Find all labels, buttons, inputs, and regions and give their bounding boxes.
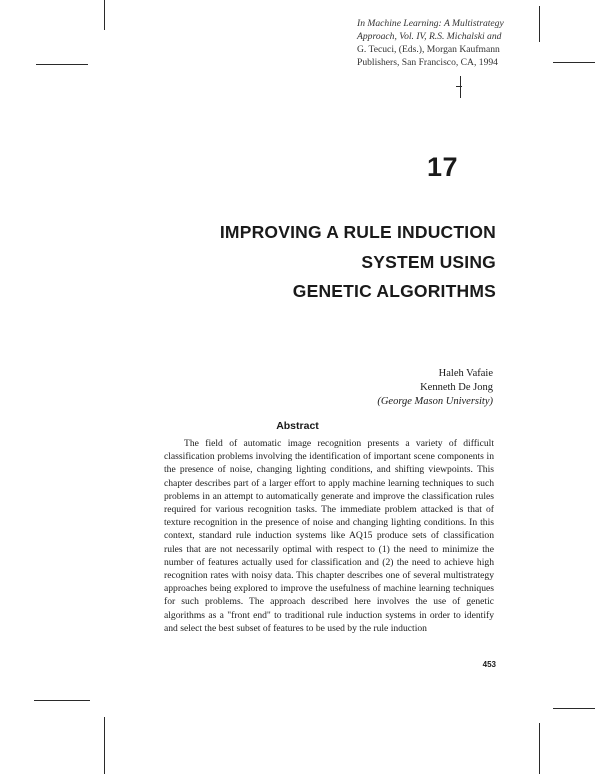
title-line: GENETIC ALGORITHMS	[292, 281, 496, 301]
source-line: Approach, Vol. IV, R.S. Michalski and	[357, 31, 502, 42]
crop-mark	[34, 700, 90, 701]
source-line: G. Tecuci, (Eds.), Morgan Kaufmann	[357, 44, 500, 55]
title-line: SYSTEM USING	[361, 251, 496, 272]
crop-mark	[104, 0, 105, 30]
source-line: Publishers, San Francisco, CA, 1994	[357, 57, 498, 68]
crop-mark	[539, 723, 540, 774]
source-citation	[357, 17, 557, 69]
title-line: IMPROVING A RULE INDUCTION	[219, 222, 496, 242]
page-number: 453	[482, 660, 496, 669]
abstract-heading: Abstract	[276, 420, 319, 432]
crop-mark	[553, 708, 595, 709]
author-name: Kenneth De Jong	[420, 382, 493, 393]
author-name: Haleh Vafaie	[438, 368, 493, 379]
chapter-number: 17	[426, 152, 458, 182]
crop-mark	[36, 64, 88, 65]
chapter-title	[170, 218, 496, 307]
source-line: In Machine Learning: A Multistrategy	[357, 18, 504, 29]
author-block	[330, 367, 493, 409]
crop-mark	[553, 62, 595, 63]
author-affiliation: (George Mason University)	[377, 396, 493, 407]
crop-mark	[104, 717, 105, 774]
scan-speck	[460, 76, 461, 98]
scan-speck	[456, 86, 462, 87]
abstract-body: The field of automatic image recognition presents a variety of difficult classification problems involving the identification of important scene components in the presence of noise, changing lighting conditions, and shifting viewpoints. This chapter describes part of a larger effort to apply machine learning techniques to such problems in an attempt to automatically generate and improve the classification rules required for various recognition tasks. The immediate problem attacked is that of texture recognition in the presence of noise and changing lighting conditions. In this context, standard rule induction systems like AQ15 produce sets of classification rules that are not necessarily optimal with respect to (1) the need to minimize the number of features actually used for classification and (2) the need to achieve high recognition rates with noisy data. This chapter describes one of several multistrategy approaches being explored to improve the usefulness of machine learning techniques for such problems. The approach described here involves the use of genetic algorithms as a "front end" to traditional rule induction systems in order to identify and select the best subset of features to be used by the rule induction	[164, 438, 494, 634]
